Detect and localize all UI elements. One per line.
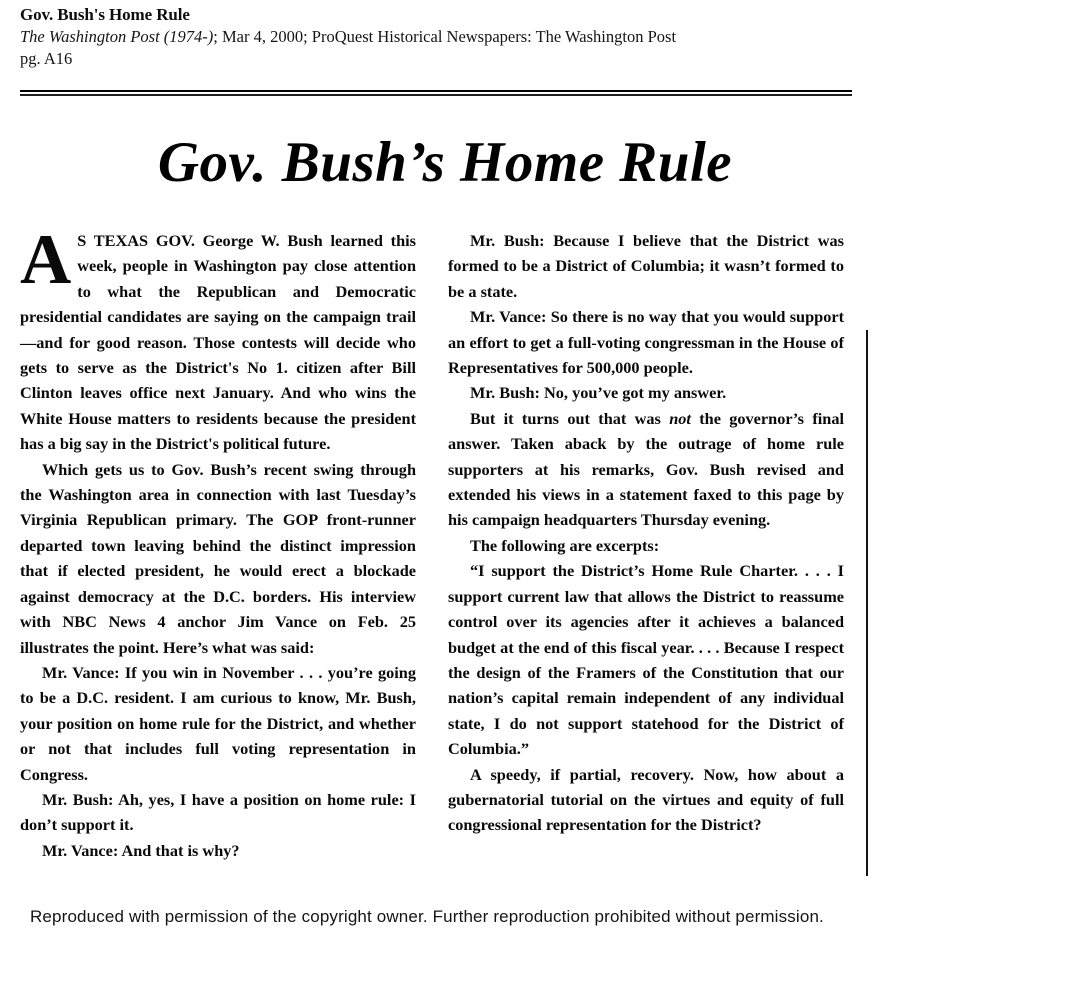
dialogue-text: No, you’ve got my answer. xyxy=(539,383,727,403)
paragraph-dialogue xyxy=(20,660,416,787)
dialogue-text: Because I believe that the District was formed to be a District of Columbia; it wasn’t formed to be a state. xyxy=(448,231,845,301)
paragraph-lede-text: S TEXAS GOV. George W. Bush learned this week, people in Washington pay close attention to what the Republican and Democratic presidential candidates are saying on the campaign trail—and for good reason. Those contests will decide who gets to serve as the District's No 1. citizen after Bill Clinton leaves office next January. And who wins the White House matters to residents because the president has a big say in the District's political future. xyxy=(20,231,416,454)
paragraph-quote: “I support the District’s Home Rule Charter. . . . I support current law that allows the District to reassume control over its agencies after it achieves a balanced budget at the end of this fiscal year. . . . Because I respect the design of the Framers of the Constitution that our nation’s capital remain independent of any individual state, I do not support statehood for the District of Columbia.” xyxy=(448,561,844,759)
column-left xyxy=(20,221,416,863)
page-number: pg. A16 xyxy=(20,49,73,68)
drop-cap: A xyxy=(20,221,72,299)
emphasis-not: not xyxy=(669,408,691,428)
document-title: Gov. Bush's Home Rule xyxy=(20,5,190,24)
speaker-label: Mr. Vance: xyxy=(470,307,547,327)
divider-line-bottom xyxy=(20,94,852,96)
paragraph-dialogue xyxy=(448,380,844,405)
paragraph-dialogue xyxy=(20,838,416,863)
publication-name: The Washington Post (1974-) xyxy=(20,27,214,46)
copyright-permission-notice: Reproduced with permission of the copyright owner. Further reproduction prohibited without permission. xyxy=(30,907,824,926)
speaker-label: Mr. Vance: xyxy=(42,662,120,682)
paragraph-lede xyxy=(20,221,416,457)
column-vertical-rule xyxy=(866,330,868,876)
paragraph: A speedy, if partial, recovery. Now, how about a gubernatorial tutorial on the virtues and equity of full congressional representation for the District? xyxy=(448,764,844,835)
paragraph-dialogue xyxy=(20,787,416,838)
dialogue-text: So there is no way that you would support an effort to get a full-voting congressman in the House of Representatives for 500,000 people. xyxy=(448,307,844,378)
article-headline: Gov. Bush’s Home Rule xyxy=(157,131,733,194)
speaker-label: Mr. Bush: xyxy=(42,789,114,809)
citation-details: ; Mar 4, 2000; ProQuest Historical Newspapers: The Washington Post xyxy=(213,27,677,46)
paragraph-text-a: But it turns out that was xyxy=(470,408,670,428)
proquest-header xyxy=(20,4,1040,70)
speaker-label: Mr. Bush: xyxy=(470,383,540,403)
paragraph-text-b: the governor’s final answer. Taken aback by the outrage of home rule supporters at his remarks, Gov. Bush revised and extended his views in a statement faxed to this page by his campaign headquarters Thursday evening. xyxy=(448,408,844,530)
article-body xyxy=(20,221,852,876)
paragraph: The following are excerpts: xyxy=(470,535,660,555)
paragraph-dialogue xyxy=(448,228,844,304)
speaker-label: Mr. Bush: xyxy=(470,231,545,250)
header-divider-rule xyxy=(20,90,852,97)
divider-line-top xyxy=(20,90,852,92)
document-citation xyxy=(20,26,1040,48)
dialogue-text: If you win in November . . . you’re going to be a D.C. resident. I am curious to know, Mr. Bush, your position on home rule for the District, and whether or not that includes full voting representation in Congress. xyxy=(20,662,416,784)
paragraph-dialogue xyxy=(448,304,844,380)
column-right xyxy=(448,228,844,838)
dialogue-text: Ah, yes, I have a position on home rule: I don’t support it. xyxy=(20,789,416,835)
paragraph: Which gets us to Gov. Bush’s recent swing through the Washington area in connection with last Tuesday’s Virginia Republican primary. The GOP front-runner departed town leaving behind the distinct impression that if elected president, he would erect a blockade against democracy at the D.C. borders. His interview with NBC News 4 anchor Jim Vance on Feb. 25 illustrates the point. Here’s what was said: xyxy=(20,459,416,657)
paragraph xyxy=(448,406,844,533)
dialogue-text: And that is why? xyxy=(118,840,240,860)
speaker-label: Mr. Vance: xyxy=(42,840,119,860)
